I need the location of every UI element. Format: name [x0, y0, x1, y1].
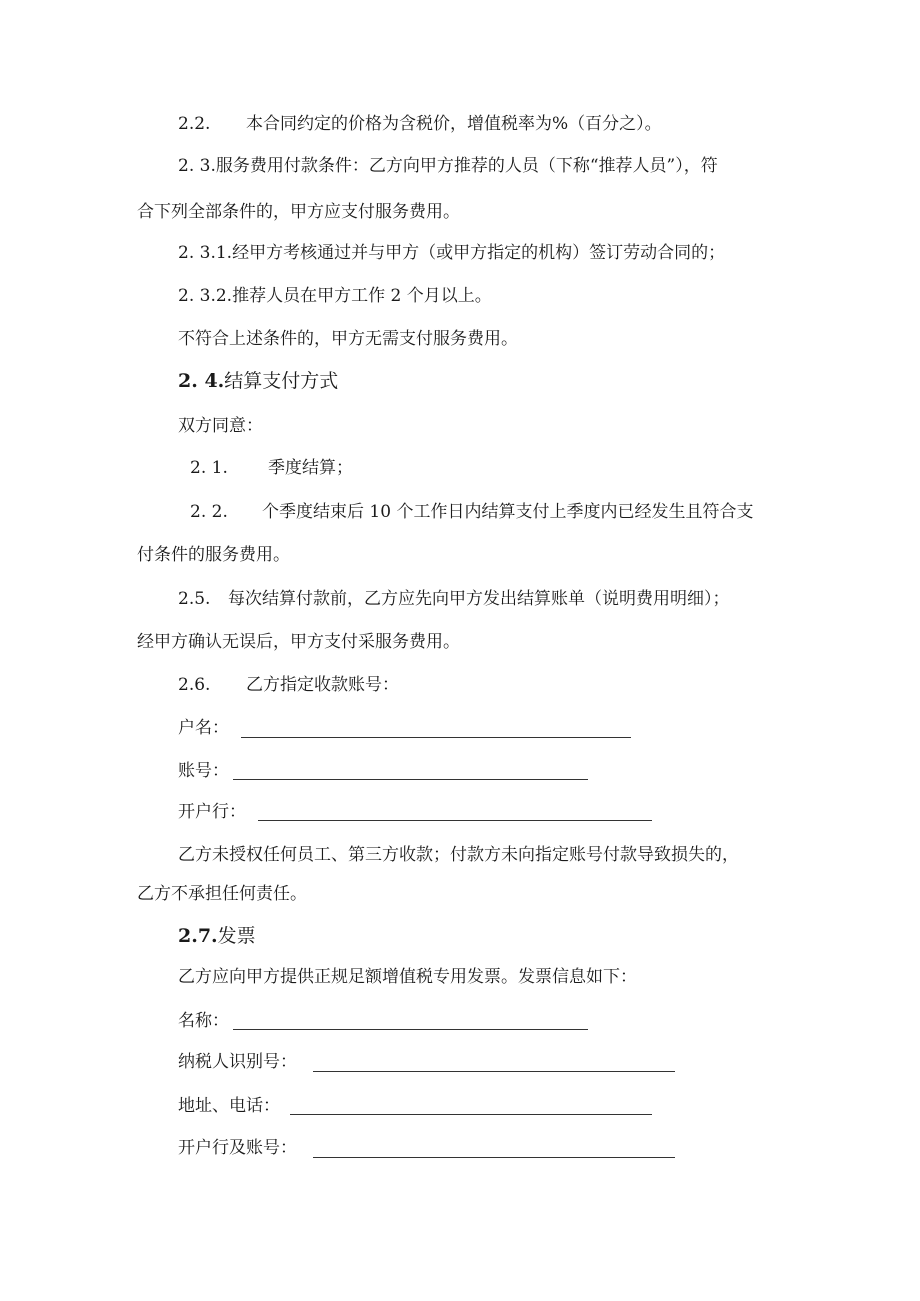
clause-2-6-number: 2.6.	[178, 675, 211, 695]
clause-2-4-heading	[178, 372, 338, 391]
bank-account-blank[interactable]	[313, 1157, 675, 1158]
bank-account-label: 开户行及账号：	[178, 1138, 297, 1158]
clause-2-2-number: 2.2.	[178, 114, 211, 134]
sub-clause-2-1	[190, 460, 353, 477]
clause-2-3-continued: 合下列全部条件的，甲方应支付服务费用。	[137, 202, 460, 222]
clause-2-2	[178, 116, 662, 133]
disclaimer-line1: 乙方未授权任何员工、第三方收款；付款方未向指定账号付款导致损失的，	[178, 845, 739, 865]
clause-2-3-1	[178, 245, 725, 262]
bank-blank[interactable]	[258, 820, 652, 821]
clause-2-3	[178, 158, 718, 175]
account-number-label: 账号：	[178, 761, 229, 781]
disclaimer-line2: 乙方不承担任何责任。	[137, 884, 307, 904]
clause-2-5-number: 2.5.	[178, 589, 211, 609]
account-name-label: 户名：	[178, 718, 229, 738]
clause-2-7-title: 发票	[217, 925, 256, 947]
bank-label: 开户行：	[178, 802, 246, 822]
address-phone-blank[interactable]	[290, 1114, 652, 1115]
sub-clause-2-1-text: 季度结算；	[268, 458, 353, 478]
account-number-blank[interactable]	[233, 779, 588, 780]
clause-2-5-continued: 经甲方确认无误后，甲方支付采服务费用。	[137, 632, 460, 652]
clause-2-5	[178, 591, 730, 608]
tax-id-label: 纳税人识别号：	[178, 1052, 297, 1072]
sub-clause-2-2-number: 2. 2.	[190, 502, 228, 522]
clause-2-2-text: 本合同约定的价格为含税价，增值税率为%（百分之）。	[246, 114, 662, 134]
no-condition-text: 不符合上述条件的，甲方无需支付服务费用。	[178, 329, 518, 349]
tax-id-blank[interactable]	[313, 1071, 675, 1072]
clause-2-7-number: 2.7.	[178, 925, 218, 947]
clause-2-7-heading	[178, 927, 256, 946]
clause-2-4-title: 结算支付方式	[224, 370, 339, 392]
clause-2-3-2-text: 推荐人员在甲方工作 2 个月以上。	[232, 286, 492, 306]
address-phone-label: 地址、电话：	[178, 1096, 280, 1116]
sub-clause-2-2-text-line1: 个季度结束后 10 个工作日内结算支付上季度内已经发生且符合支	[262, 502, 754, 522]
clause-2-6-text: 乙方指定收款账号：	[246, 675, 399, 695]
clause-2-5-text-line1: 每次结算付款前，乙方应先向甲方发出结算账单（说明费用明细）；	[228, 589, 730, 609]
clause-2-3-1-number: 2. 3.1.	[178, 243, 233, 263]
clause-2-3-number: 2. 3.	[178, 156, 216, 176]
account-name-blank[interactable]	[241, 737, 631, 738]
invoice-intro: 乙方应向甲方提供正规足额增值税专用发票。发票信息如下：	[178, 967, 637, 987]
sub-clause-2-2-continued: 付条件的服务费用。	[137, 545, 290, 565]
invoice-name-label: 名称：	[178, 1011, 229, 1031]
clause-2-6	[178, 677, 399, 694]
invoice-name-blank[interactable]	[233, 1029, 588, 1030]
clause-2-3-2-number: 2. 3.2.	[178, 286, 233, 306]
clause-2-4-number: 2. 4.	[178, 370, 225, 392]
clause-2-3-2	[178, 288, 492, 305]
sub-clause-2-1-number: 2. 1.	[190, 458, 228, 478]
sub-clause-2-2	[190, 504, 753, 521]
clause-2-3-text-line1: 服务费用付款条件：乙方向甲方推荐的人员（下称“推荐人员”），符	[215, 156, 718, 176]
agreement-text: 双方同意：	[178, 416, 263, 436]
clause-2-3-1-text: 经甲方考核通过并与甲方（或甲方指定的机构）签订劳动合同的；	[232, 243, 726, 263]
